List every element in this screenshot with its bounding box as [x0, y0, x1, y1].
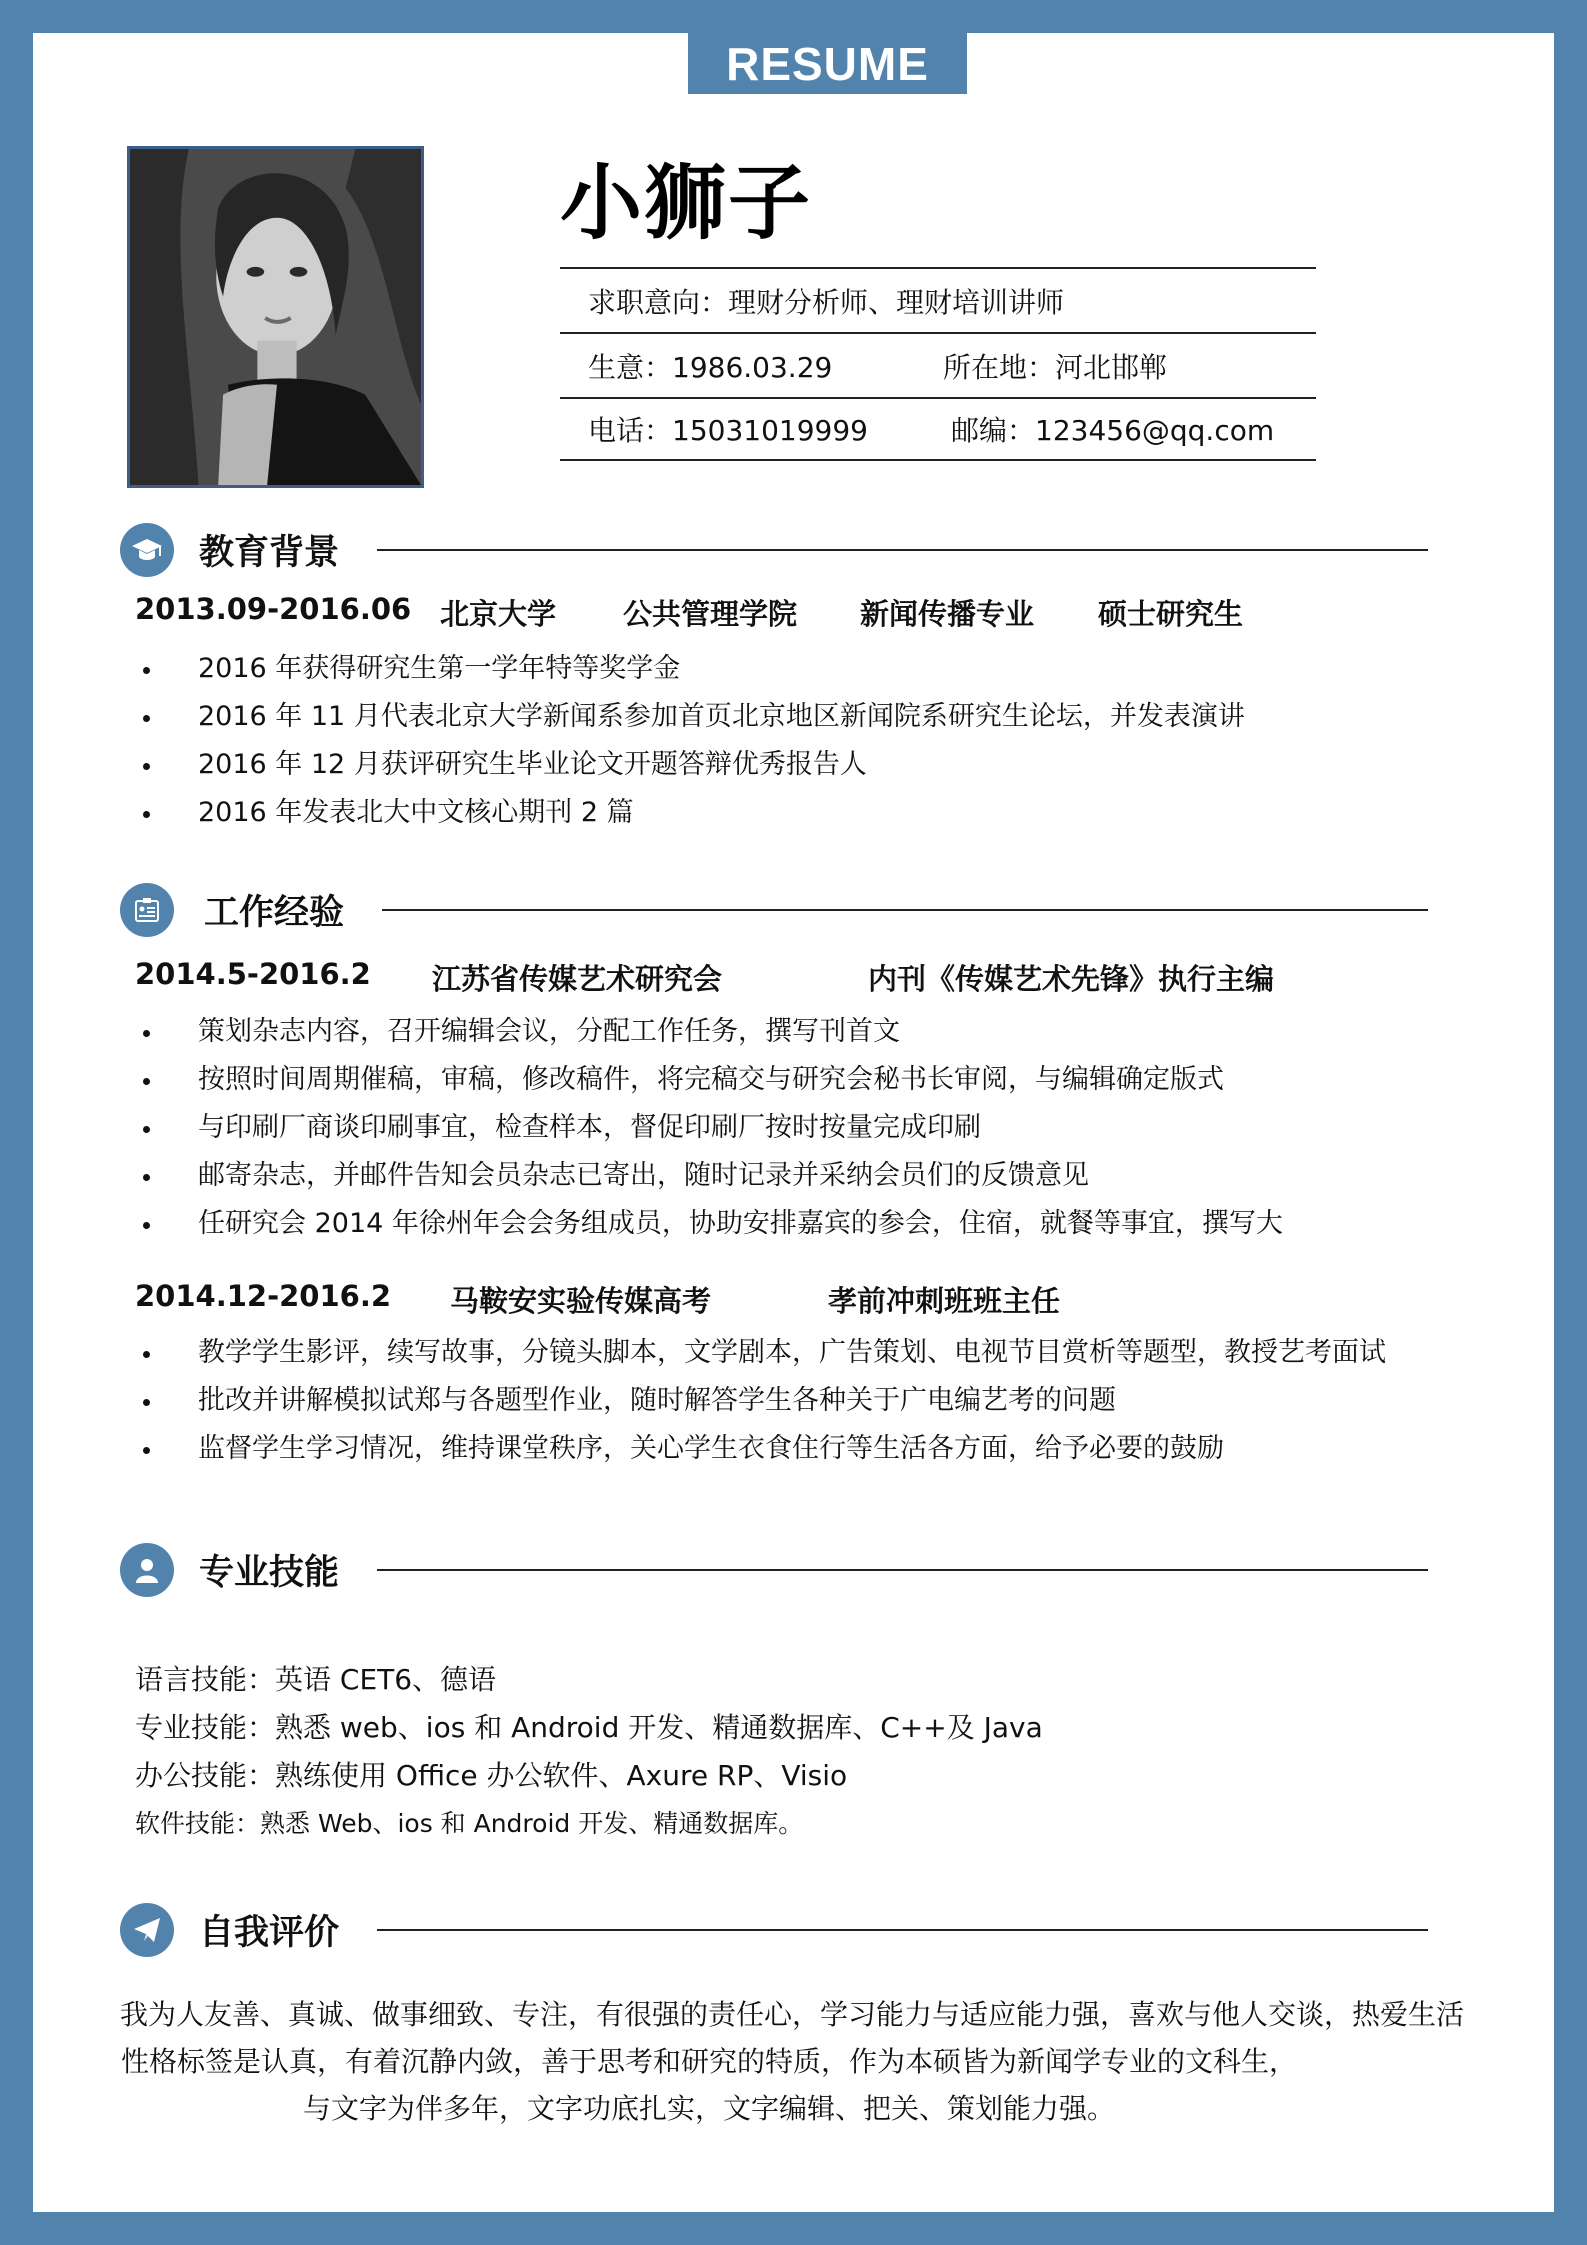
education-achievements-list — [140, 645, 1245, 837]
work-period: 2014.12-2016.2 — [135, 1279, 392, 1313]
list-item: 按照时间周期催稿，审稿，修改稿件，将完稿交与研究会秘书长审阅，与编辑确定版式 — [140, 1056, 1283, 1104]
work-period: 2014.5-2016.2 — [135, 957, 371, 991]
self-eval-section-header — [120, 1902, 1428, 1958]
list-item: 2016 年发表北大中文核心期刊 2 篇 — [140, 789, 1245, 837]
phone-email-row — [560, 397, 1316, 461]
skill-item: 软件技能：熟悉 Web、ios 和 Android 开发、精通数据库。 — [135, 1809, 804, 1838]
graduation-cap-icon — [120, 523, 174, 577]
education-major: 新闻传播专业 — [860, 597, 1035, 631]
resume-tab-label: RESUME — [688, 33, 967, 94]
section-divider — [377, 1929, 1428, 1931]
candidate-name: 小狮子 — [560, 156, 813, 251]
list-item: 2016 年 11 月代表北京大学新闻系参加首页北京地区新闻院系研究生论坛，并发表演讲 — [140, 693, 1245, 741]
profile-photo — [127, 146, 424, 488]
id-card-icon — [120, 883, 174, 937]
phone: 电话：15031019999 — [588, 414, 868, 447]
job-intent: 求职意向：理财分析师、理财培训讲师 — [588, 285, 1065, 319]
self-evaluation-text — [120, 1991, 1465, 2132]
section-title: 教育背景 — [199, 533, 340, 573]
skill-item: 语言技能：英语 CET6、德语 — [135, 1663, 497, 1696]
eval-line: 与文字为伴多年，文字功底扎实，文字编辑、把关、策划能力强。 — [302, 2092, 1115, 2125]
list-item: 策划杂志内容，召开编辑会议，分配工作任务，撰写刊首文 — [140, 1008, 1283, 1056]
person-icon — [120, 1543, 174, 1597]
education-school: 北京大学 — [440, 597, 557, 631]
education-college: 公共管理学院 — [623, 597, 798, 631]
section-title: 自我评价 — [199, 1913, 340, 1953]
list-item: 2016 年获得研究生第一学年特等奖学金 — [140, 645, 1245, 693]
work-role: 孝前冲刺班班主任 — [828, 1284, 1061, 1318]
work-section-header — [120, 882, 1428, 938]
job-intent-row — [560, 267, 1316, 332]
skill-item: 专业技能：熟悉 web、ios 和 Android 开发、精通数据库、C++及 Java — [135, 1711, 1043, 1744]
list-item: 监督学生学习情况，维持课堂秩序，关心学生衣食住行等生活各方面，给予必要的鼓励 — [140, 1425, 1386, 1473]
education-period: 2013.09-2016.06 — [135, 592, 412, 626]
work-duties-list — [140, 1008, 1283, 1248]
work-company: 江苏省传媒艺术研究会 — [432, 962, 723, 996]
skill-item: 办公技能：熟练使用 Office 办公软件、Axure RP、Visio — [135, 1759, 848, 1792]
birth-location-row — [560, 332, 1316, 397]
work-duties-list — [140, 1329, 1386, 1473]
list-item: 与印刷厂商谈印刷事宜，检查样本，督促印刷厂按时按量完成印刷 — [140, 1104, 1283, 1152]
work-company: 马鞍安实验传媒高考 — [450, 1284, 712, 1318]
section-divider — [377, 1569, 1428, 1571]
section-title: 专业技能 — [199, 1553, 340, 1593]
work-role: 内刊《传媒艺术先锋》执行主编 — [868, 962, 1275, 996]
list-item: 教学学生影评，续写故事，分镜头脚本，文学剧本，广告策划、电视节目赏析等题型，教授艺考面试 — [140, 1329, 1386, 1377]
list-item: 邮寄杂志，并邮件告知会员杂志已寄出，随时记录并采纳会员们的反馈意见 — [140, 1152, 1283, 1200]
education-section-header — [120, 522, 1428, 578]
email: 邮编：123456@qq.com — [951, 414, 1275, 447]
list-item: 2016 年 12 月获评研究生毕业论文开题答辩优秀报告人 — [140, 741, 1245, 789]
education-degree: 硕士研究生 — [1098, 597, 1244, 631]
list-item: 批改并讲解模拟试郑与各题型作业，随时解答学生各种关于广电编艺考的问题 — [140, 1377, 1386, 1425]
list-item: 任研究会 2014 年徐州年会会务组成员，协助安排嘉宾的参会，住宿，就餐等事宜，撰写大 — [140, 1200, 1283, 1248]
eval-line: 我为人友善、真诚、做事细致、专注，有很强的责任心，学习能力与适应能力强，喜欢与他人交谈，热爱生活 — [120, 1998, 1465, 2031]
eval-line: 性格标签是认真，有着沉静内敛，善于思考和研究的特质，作为本硕皆为新闻学专业的文科生， — [120, 2045, 1297, 2078]
contact-info-block — [560, 267, 1316, 461]
skills-section-header — [120, 1542, 1428, 1598]
birth-date: 生意：1986.03.29 — [588, 350, 833, 384]
location: 所在地：河北邯郸 — [943, 350, 1168, 384]
paper-plane-icon — [120, 1903, 174, 1957]
section-divider — [377, 549, 1428, 551]
skills-list — [135, 1656, 1043, 1848]
section-title: 工作经验 — [204, 893, 345, 933]
section-divider — [382, 909, 1428, 911]
